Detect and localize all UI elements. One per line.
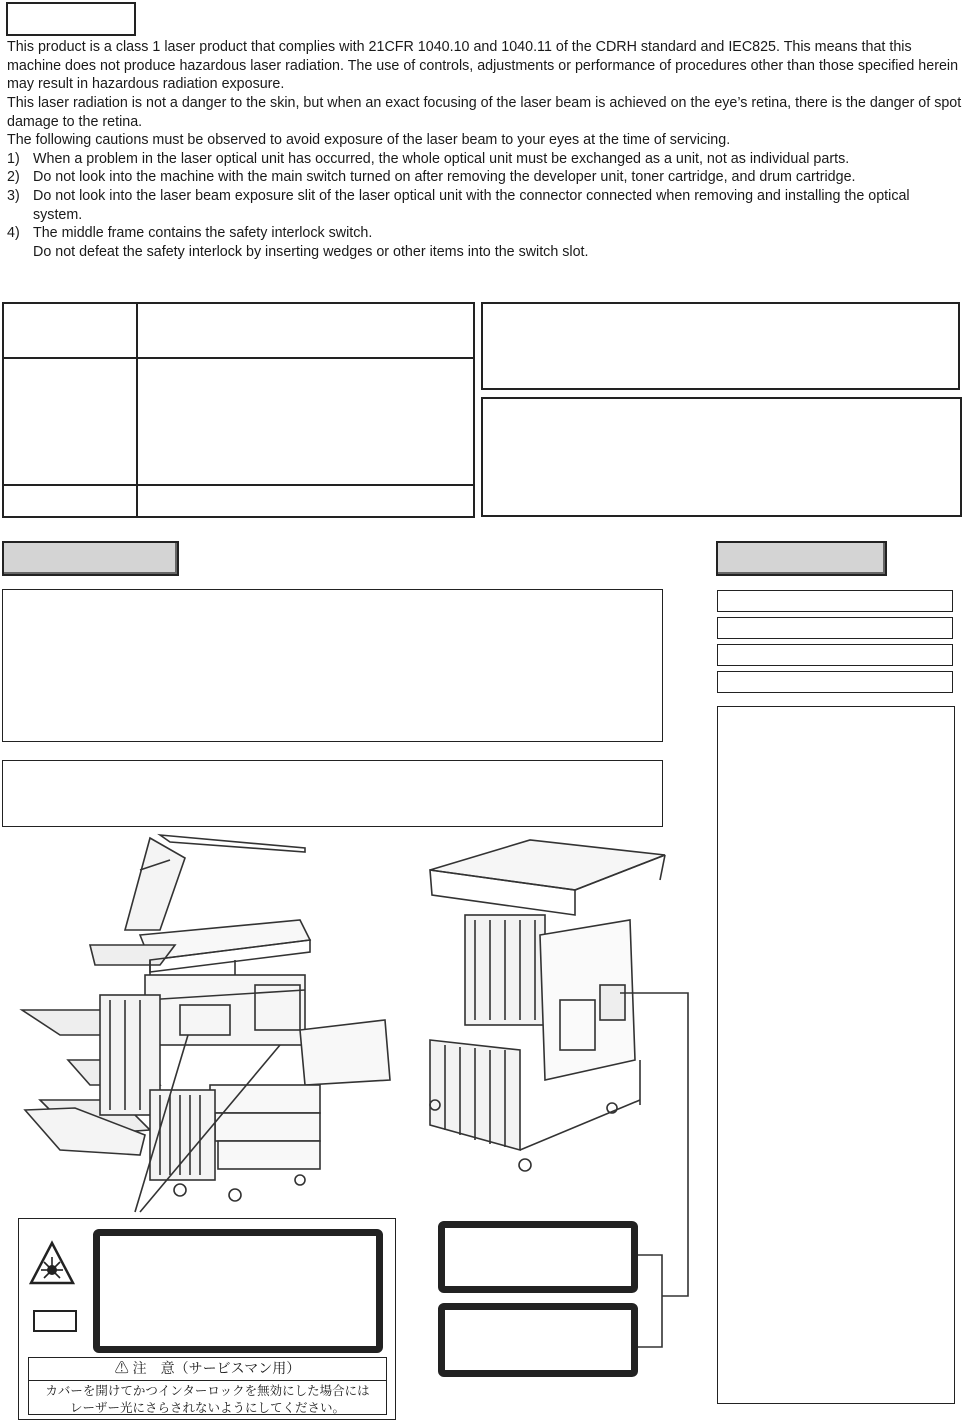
caution-number: 3): [7, 188, 20, 204]
intro-paragraph-2: This laser radiation is not a danger to the skin, but when an exact focusing of the laser beam is achieved on the eye’s retina, there is the danger of spot damage to the retina.: [7, 95, 962, 130]
laser-hazard-icon: [29, 1241, 75, 1285]
rear-warning-plate: [438, 1221, 638, 1293]
japanese-caution-body: [29, 1381, 386, 1417]
japanese-caution-title: 注 意（サービスマン用）: [132, 1360, 301, 1376]
japanese-caution-panel: [28, 1357, 387, 1415]
intro-paragraph-3: The following cautions must be observed to avoid exposure of the laser beam to your eyes at the time of servicing.: [7, 132, 731, 148]
japanese-caution-line: カバーを開けてかつインターロックを無効にした場合には: [45, 1384, 370, 1398]
japanese-caution-line: レーザー光にさらされないようにしてください。: [69, 1401, 345, 1415]
caution-text: The middle frame contains the safety interlock switch.: [33, 225, 373, 241]
warning-triangle-icon: ⚠: [114, 1360, 129, 1376]
intro-paragraph-1: This product is a class 1 laser product that complies with 21CFR 1040.10 and 1040.11 of the CDRH standard and IEC825. This means that this machine does not produce hazardous laser radiation. The use of controls, adjustments or performance of procedures other than those specified herein may result in hazardous radiation exposure.: [7, 39, 959, 93]
caution-text: When a problem in the laser optical unit has occurred, the whole optical unit must be exchanged as a unit, not as individual parts.: [33, 151, 850, 167]
caution-number: 4): [7, 225, 20, 241]
caution-number: 2): [7, 169, 20, 185]
japanese-caution-title-row: [29, 1358, 386, 1381]
class-label-box: [33, 1310, 77, 1332]
laser-warning-plate: [93, 1229, 383, 1353]
caution-text: Do not look into the laser beam exposure slit of the laser optical unit with the connector connected when removing and installing the optical system.: [33, 188, 910, 223]
caution-text-continued: Do not defeat the safety interlock by inserting wedges or other items into the switch slot.: [33, 243, 589, 260]
laser-caution-label: [18, 1218, 396, 1420]
caution-text: Do not look into the machine with the main switch turned on after removing the developer unit, toner cartridge, and drum cartridge.: [33, 169, 856, 185]
rear-warning-plate: [438, 1303, 638, 1377]
caution-number: 1): [7, 151, 20, 167]
